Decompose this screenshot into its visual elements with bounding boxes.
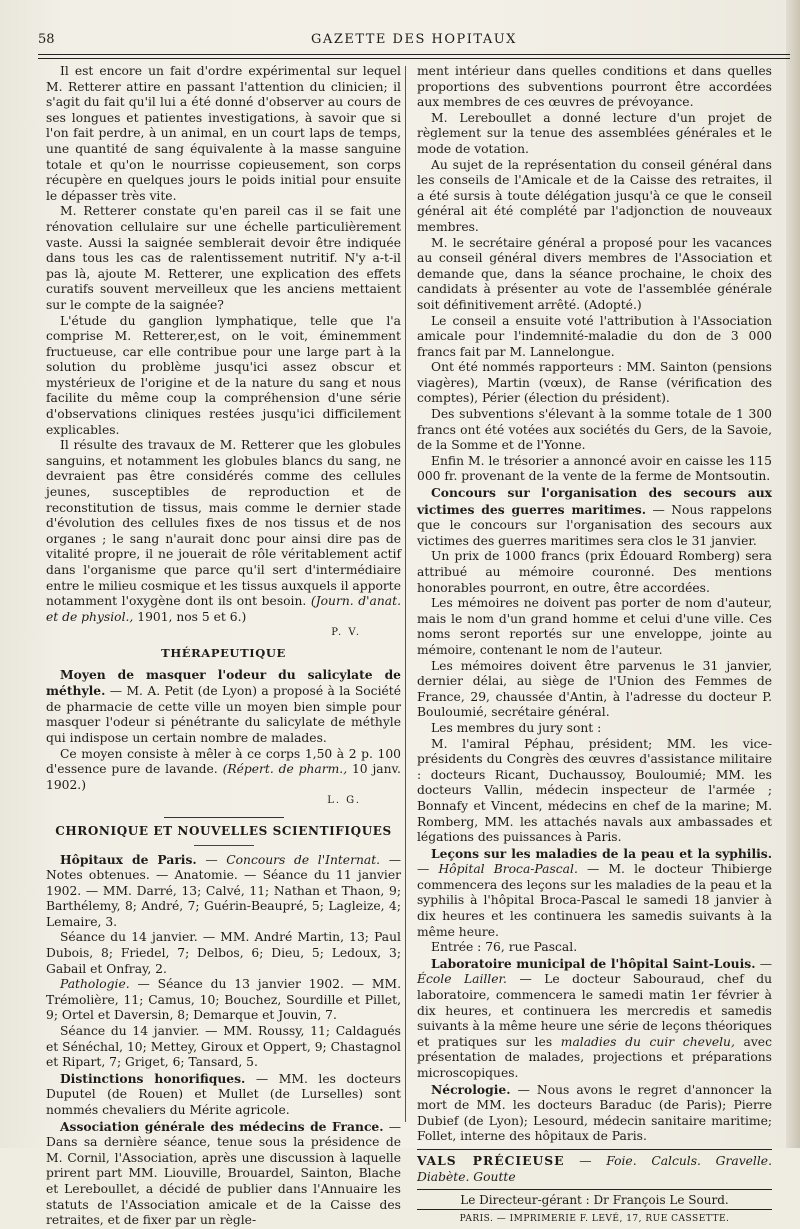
paragraph <box>46 747 401 794</box>
paragraph: M. l'amiral Péphau, président; MM. les vice-présidents du Congrès des œuvres d'assistance militaire : docteurs Ricant, Duchaussoy, Bouloumié; MM. les docteurs Vallin, médecin inspecteur de l'armée ; Bonnafy et Vincent, médecins en chef de la marine; M. Romberg, MM. les attachés navals aux ambassades et légations des puissances à Paris. <box>417 736 772 845</box>
section-title-therapeutique: THÉRAPEUTIQUE <box>161 645 286 660</box>
emphasis: maladies du cuir chevelu, <box>560 1034 735 1049</box>
ad-brand: VALS PRÉCIEUSE <box>417 1152 565 1168</box>
paragraph <box>417 956 772 1082</box>
footer-rule <box>417 1189 772 1190</box>
paragraph: Enfin M. le trésorier a annoncé avoir en caisse les 115 000 fr. provenant de la vente de la ferme de Montsoutin. <box>417 453 772 484</box>
left-column <box>46 64 402 1228</box>
paragraph: Des subventions s'élevant à la somme totale de 1 300 francs ont été votées aux sociétés du Gers, de la Savoie, de la Somme et de l'Yonne. <box>417 407 772 453</box>
paragraph-text: — Séance du 13 janvier 1902. — MM. Trémolière, 11; Camus, 10; Bouchez, Sourdille et Pillet, 9; Ortel et Daversin, 8; Demarque et Jouvin, 7. <box>46 977 401 1023</box>
item-heading: Leçons sur les maladies de la peau et la syphilis. <box>431 845 772 861</box>
paragraph <box>46 1119 401 1229</box>
subheading: — Concours de l'Internat. <box>205 852 381 867</box>
footer-rule <box>417 1149 772 1150</box>
header-rule-thin <box>38 58 790 59</box>
paragraph <box>46 438 401 625</box>
paragraph <box>46 667 401 747</box>
right-column <box>417 64 773 1224</box>
citation-detail: 10 janv. 1902.) <box>46 762 401 792</box>
paragraph: Séance du 14 janvier. — MM. Roussy, 11; Caldagués et Sénéchal, 10; Mettey, Giroux et Oppert, 9; Chastagnol et Ripart, 7; Griget, 6; Tansard, 5. <box>46 1024 401 1070</box>
ad-text: — Foie. Calculs. Gravelle. Diabète. Goutte <box>417 1153 772 1184</box>
item-heading: Concours sur l'organisation des secours aux victimes des guerres maritimes. <box>417 485 772 517</box>
paragraph-text: — MM. les docteurs Duputel (de Rouen) et Mullet (de Lurselles) sont nommés chevaliers du Mérite agricole. <box>46 1071 401 1117</box>
paragraph-text: — Dans sa dernière séance, tenue sous la présidence de M. Cornil, l'Association, après une discussion à laquelle prirent part MM. Liouville, Brouardel, Sainton, Blache et Lereboullet, a décidé de publier dans l'Annuaire les statuts de l'Association amicale et de la Caisse des retraites, et de fixer par un règle- <box>46 1119 401 1228</box>
item-heading: Distinctions honorifiques. <box>60 1070 246 1086</box>
signature: P. V. <box>331 627 361 639</box>
paragraph-text: — Nous avons le regret d'annoncer la mort de MM. les docteurs Baraduc (de Paris); Pierre Dubief (de Lyon); Lesourd, médecin sanitaire maritime; Follet, interne des hôpitaux de Paris. <box>417 1082 772 1144</box>
item-heading: Association générale des médecins de France. <box>60 1118 384 1134</box>
paragraph: Séance du 14 janvier. — MM. André Martin, 13; Paul Dubois, 8; Friedel, 7; Delbos, 6; Dieu, 5; Ledoux, 3; Gabail et Onfray, 2. <box>46 930 401 976</box>
paragraph: ment intérieur dans quelles conditions et dans quelles proportions des subventions pourront être accordées aux membres de ces œuvres de prévoyance. <box>417 64 772 110</box>
paragraph: M. Lereboullet a donné lecture d'un projet de règlement sur la tenue des assemblées générales et le mode de votation. <box>417 110 772 156</box>
section-title-chronique: CHRONIQUE ET NOUVELLES SCIENTIFIQUES <box>55 823 392 838</box>
paragraph-text: Il résulte des travaux de M. Retterer que les globules sanguins, et notamment les globules blancs du sang, ne devraient pas être considérés comme des cellules jeunes, susceptibles de reproduction et de reconstitution de tissus, mais comme le dernier stade d'évolution des cellules fixes de nos tissus et de nos organes ; le sang n'aurait donc pour ainsi dire pas de vitalité propre, il ne jouerait de rôle véritablement actif dans l'organisme que parce qu'il sert d'intermédiaire entre le milieu cosmique et les tissus auxquels il apporte notamment l'oxygène dont ils ont besoin. <box>46 438 402 609</box>
separator-ornament <box>164 817 284 818</box>
paragraph <box>46 852 401 931</box>
paragraph: Un prix de 1000 francs (prix Édouard Romberg) sera attribué au mémoire couronné. Des mentions honorables pourront, en outre, être accordées. <box>417 549 772 595</box>
paragraph: Ont été nommés rapporteurs : MM. Sainton (pensions viagères), Martin (vœux), de Ranse (vérification des comptes), Périer (élection du président). <box>417 360 772 406</box>
paragraph: Les mémoires ne doivent pas porter de nom d'auteur, mais le nom d'un grand homme et celui d'une ville. Ces noms seront reportés sur une enveloppe, jointe au mémoire, contenant le nom de l'auteur. <box>417 596 772 657</box>
paragraph <box>417 485 772 549</box>
citation-detail: 1901, nos 5 et 6.) <box>137 609 247 624</box>
paragraph-text: avec présentation de malades, projections et préparations microscopiques. <box>417 1034 772 1080</box>
paragraph-text: — Le docteur Sabouraud, chef du laboratoire, commencera le samedi matin 1er février à dix heures, et continuera les mercredis et samedis suivants à la même heure une série de leçons théoriques et pratiques sur les <box>417 972 773 1049</box>
paragraph-text: Ce moyen consiste à mêler à ce corps 1,50 à 2 p. 100 d'essence pure de lavande. <box>46 746 401 777</box>
page-edge <box>786 0 800 1148</box>
item-heading: Laboratoire municipal de l'hôpital Saint-Louis. <box>431 955 756 971</box>
item-heading: Hôpitaux de Paris. <box>60 851 197 867</box>
page-header <box>38 28 790 64</box>
item-heading: Nécrologie. <box>431 1081 511 1097</box>
paragraph: Entrée : 76, rue Pascal. <box>431 940 578 955</box>
paragraph-text: — Notes obtenues. — Anatomie. — Séance du 11 janvier 1902. — MM. Darré, 13; Calvé, 11; Nathan et Thaon, 9; Barthélemy, 8; André, 7; Guérin-Beaupré, 5; Lagleize, 4; Lemaire, 3. <box>46 852 401 929</box>
paragraph <box>46 977 401 1024</box>
footer-rule-thin <box>417 1209 772 1210</box>
page-number: 58 <box>38 32 55 47</box>
subheading: — Hôpital Broca-Pascal. <box>417 862 578 877</box>
journal-title: GAZETTE DES HOPITAUX <box>311 32 517 47</box>
subheading: Pathologie. <box>60 977 130 992</box>
advertisement <box>417 1153 772 1185</box>
paragraph: Il est encore un fait d'ordre expérimental sur lequel M. Retterer attire en passant l'attention du clinicien; il s'agit du fait qu'il lui a été donné d'observer au cours de ses longues et patientes investigations, à savoir que si l'on fait perdre, à un animal, en un court laps de temps, une quantité de sang équivalente à la masse sanguine totale et qu'on le nourrisse copieusement, son corps récupère en quelques jours le poids initial pour ensuite le dépasser très vite. <box>46 64 401 203</box>
directeur-gerant: Le Directeur-gérant : Dr François Le Sourd. <box>460 1193 729 1208</box>
paragraph: Au sujet de la représentation du conseil général dans les conseils de l'Amicale et de la Caisse des retraites, il a été sursis à toute délégation jusqu'à ce que le conseil général ait été complété par l'adjonction de nouveaux membres. <box>417 157 772 234</box>
header-rule <box>38 54 790 55</box>
paragraph-text: — M. le docteur Thibierge commencera des leçons sur les maladies de la peau et la syphilis à l'hôpital Broca-Pascal le samedi 18 janvier à dix heures et les continuera les samedis suivants à la même heure. <box>417 862 772 939</box>
paragraph: M. le secrétaire général a proposé pour les vacances au conseil général divers membres de l'Association et demande que, dans la séance prochaine, le choix des candidats à présenter au vote de l'assemblée générale soit définitivement arrêté. (Adopté.) <box>417 235 772 312</box>
paragraph: Les membres du jury sont : <box>431 720 602 735</box>
item-heading: Moyen de masquer l'odeur du salicylate de méthyle. <box>46 666 401 699</box>
paragraph: Les mémoires doivent être parvenus le 31 janvier, dernier délai, au siège de l'Union des Femmes de France, 29, chaussée d'Antin, à l'adresse du docteur P. Bouloumié, secrétaire général. <box>417 658 772 720</box>
paragraph: Le conseil a ensuite voté l'attribution à l'Association amicale pour l'indemnité-maladie du don de 3 000 francs fait par M. Lannelongue. <box>417 313 772 359</box>
paragraph: M. Retterer constate qu'en pareil cas il se fait une rénovation cellulaire sur une échelle particulièrement vaste. Aussi la saignée semblerait devoir être indiquée dans tous les cas de ralentissement nutritif. N'y a-t-il pas là, ajoute M. Retterer, une explication des effets curatifs souvent merveilleux que les anciens mettaient sur le compte de la saignée? <box>46 204 401 312</box>
paragraph-text: — Nous rappelons que le concours sur l'organisation des secours aux victimes des guerres maritimes sera clos le 31 janvier. <box>417 502 772 548</box>
separator <box>194 845 254 846</box>
paragraph-text: — M. A. Petit (de Lyon) a proposé à la Société de pharmacie de cette ville un moyen bien simple pour masquer l'odeur si pénétrante du salicylate de méthyle qui indispose un certain nombre de malades. <box>46 684 401 745</box>
column-divider <box>405 66 406 1122</box>
paragraph <box>46 1071 401 1119</box>
citation: (Journ. d'anat. et de physiol., <box>46 594 401 624</box>
signature: L. G. <box>327 795 361 807</box>
paragraph: L'étude du ganglion lymphatique, telle que l'a comprise M. Retterer,est, on le voit, éminemment fructueuse, car elle contribue pour une large part à la solution du problème jusqu'ici assez obscur et mystérieux de l'origine et de la nature du sang et nous facilite du même coup la compréhension d'une série d'observations cliniques restées jusqu'ici difficilement explicables. <box>46 313 401 437</box>
paragraph <box>417 846 772 941</box>
citation: (Répert. de pharm., <box>222 762 348 777</box>
paragraph <box>417 1082 772 1145</box>
subheading: — École Lailler. <box>417 956 772 987</box>
imprint: PARIS. — IMPRIMERIE F. LEVÉ, 17, RUE CASSETTE. <box>459 1213 730 1224</box>
